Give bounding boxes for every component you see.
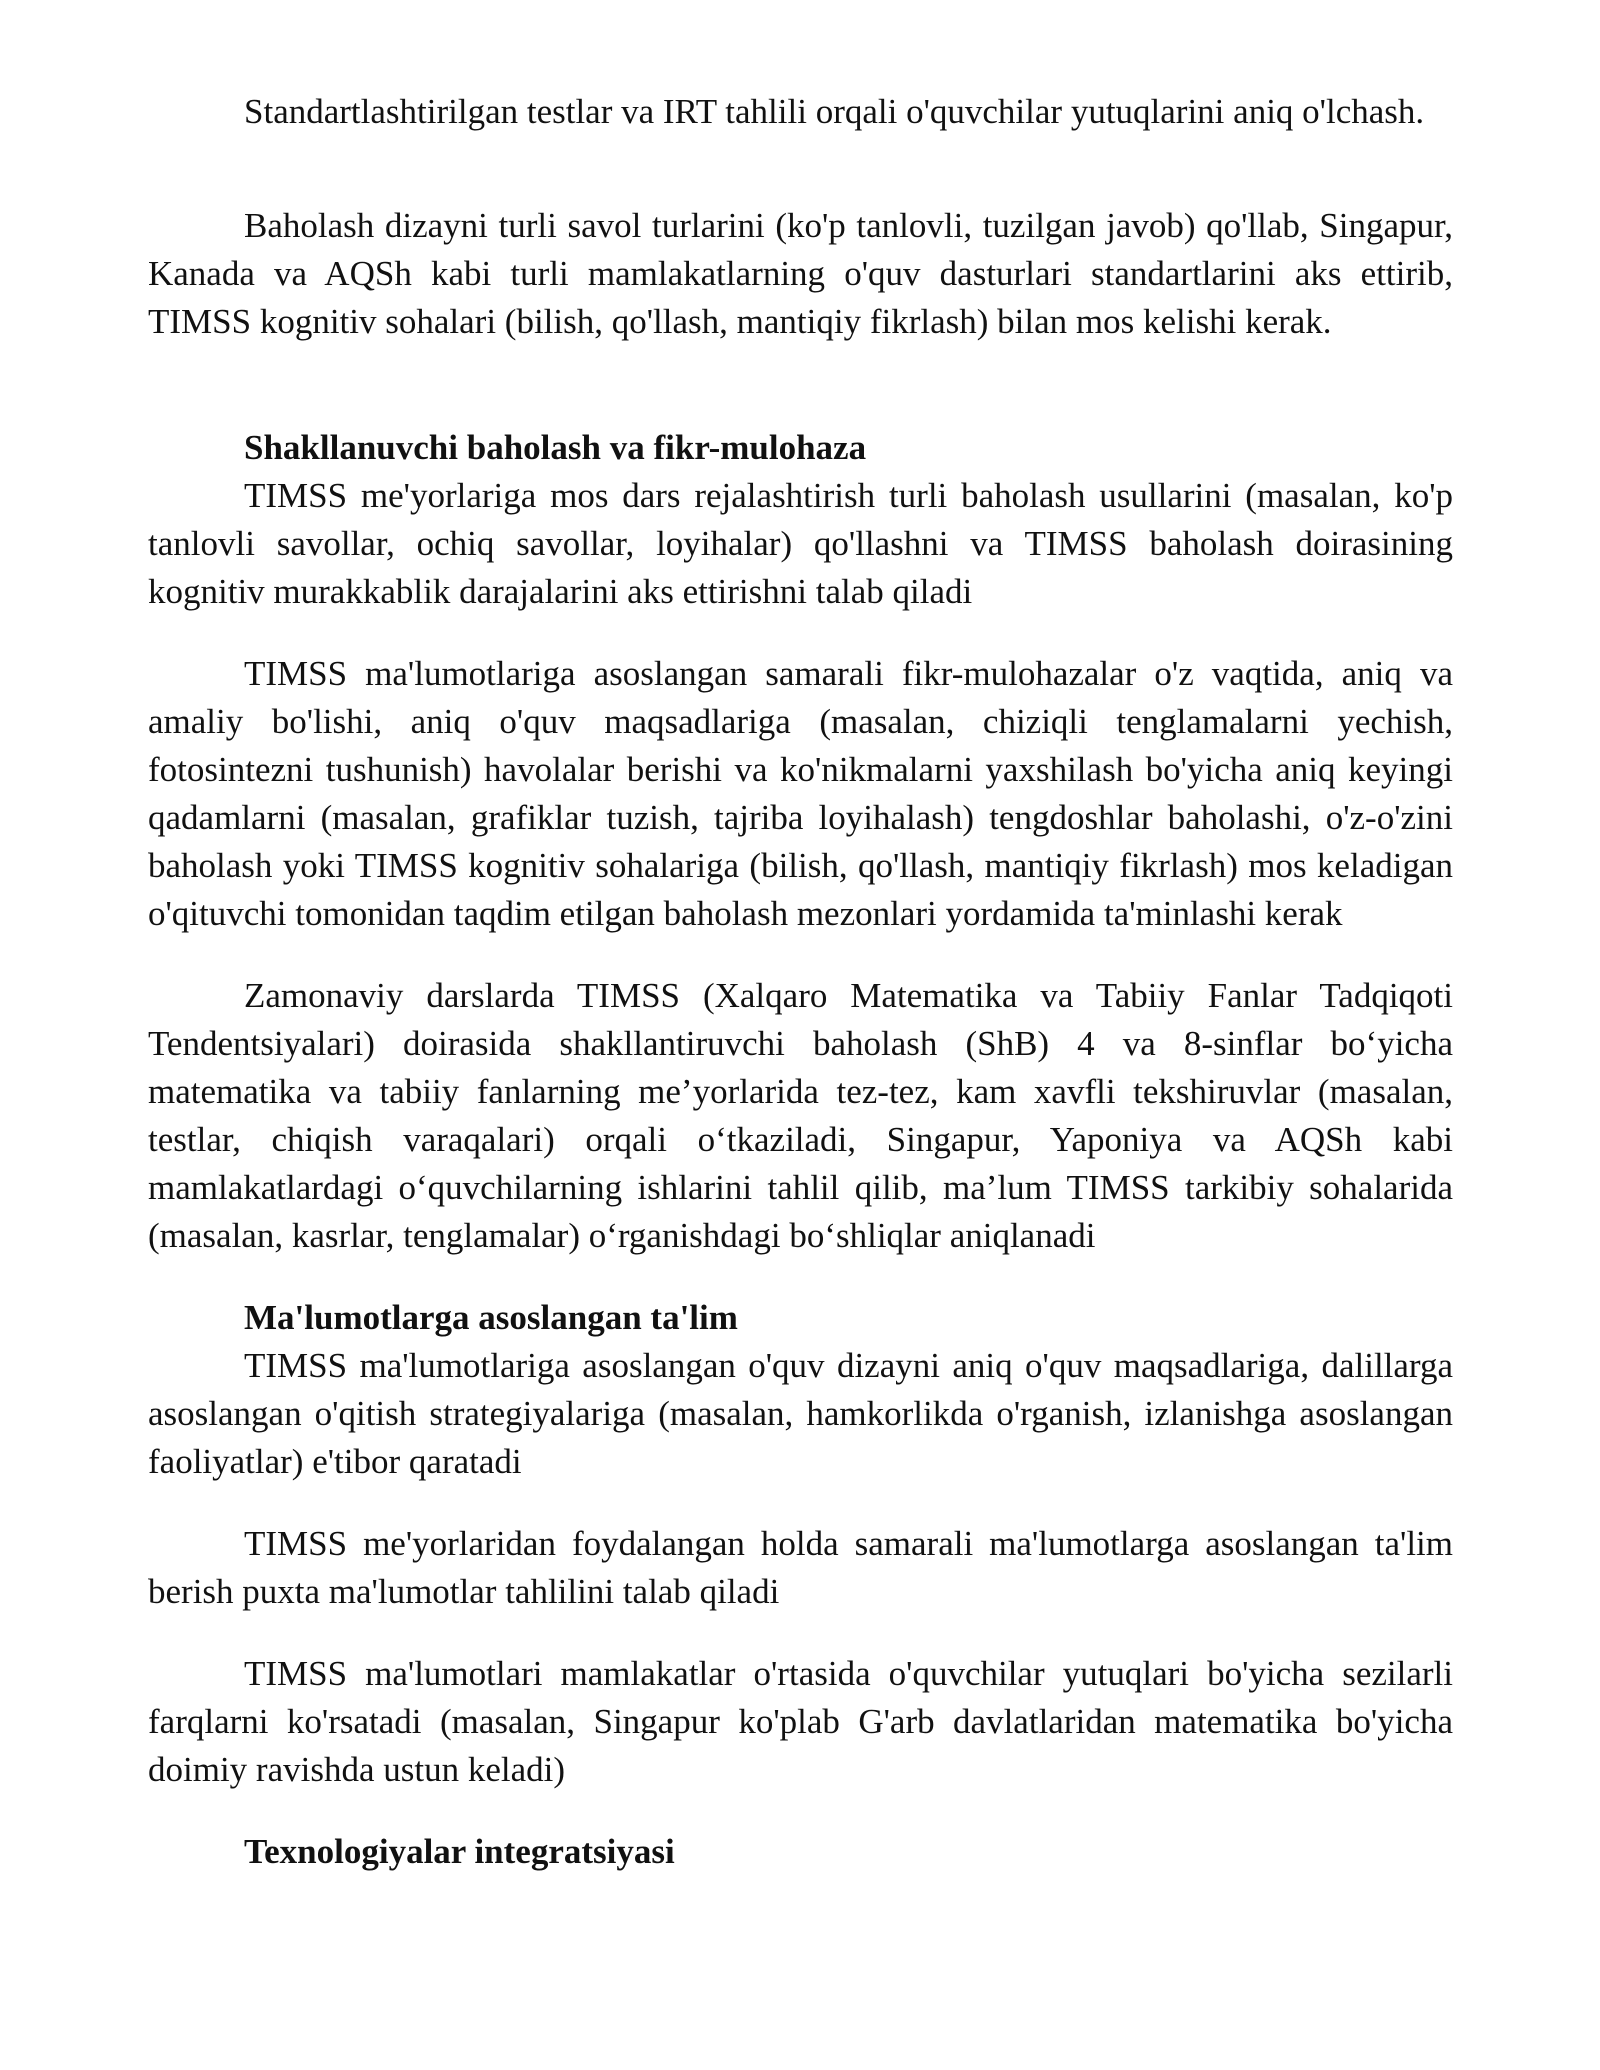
- spacer: [148, 136, 1453, 202]
- heading-data-driven-education: Ma'lumotlarga asoslangan ta'lim: [244, 1298, 738, 1337]
- paragraph-standardized-tests: Standartlashtirilgan testlar va IRT tahlili orqali o'quvchilar yutuqlarini aniq o'lchash.: [244, 92, 1425, 131]
- spacer: [148, 938, 1453, 972]
- spacer: [148, 616, 1453, 650]
- paragraph-lesson-planning: TIMSS me'yorlariga mos dars rejalashtirish turli baholash usullarini (masalan, ko'p tanlovli savollar, ochiq savollar, loyihalar) qo'llashni va TIMSS baholash doirasining kognitiv murakkablik darajalarini aks ettirishni talab qiladi: [148, 476, 1453, 611]
- spacer: [148, 1260, 1453, 1294]
- heading-formative-assessment: Shakllanuvchi baholash va fikr-mulohaza: [244, 428, 867, 467]
- spacer: [148, 346, 1453, 424]
- paragraph-data-analysis: TIMSS me'yorlaridan foydalangan holda samarali ma'lumotlarga asoslangan ta'lim berish puxta ma'lumotlar tahlilini talab qiladi: [148, 1524, 1453, 1611]
- spacer: [148, 1486, 1453, 1520]
- paragraph-modern-lessons: Zamonaviy darslarda TIMSS (Xalqaro Matematika va Tabiiy Fanlar Tadqiqoti Tendentsiyalari) doirasida shakllantiruvchi baholash (ShB) 4 va 8-sinflar bo‘yicha matematika va tabiiy fanlarning me’yorlarida tez-tez, kam xavfli tekshiruvlar (masalan, testlar, chiqish varaqalari) orqali o‘tkaziladi, Singapur, Yaponiya va AQSh kabi mamlakatlardagi o‘quvchilarning ishlarini tahlil qilib, ma’lum TIMSS tarkibiy sohalarida (masalan, kasrlar, tenglamalar) o‘rganishdagi bo‘shliqlar aniqlanadi: [148, 976, 1453, 1255]
- paragraph-effective-feedback: TIMSS ma'lumotlariga asoslangan samarali fikr-mulohazalar o'z vaqtida, aniq va amaliy bo'lishi, aniq o'quv maqsadlariga (masalan, chiziqli tenglamalarni yechish, fotosintezni tushunish) havolalar berishi va ko'nikmalarni yaxshilash bo'yicha aniq keyingi qadamlarni (masalan, grafiklar tuzish, tajriba loyihalash) tengdoshlar baholashi, o'z-o'zini baholash yoki TIMSS kognitiv sohalariga (bilish, qo'llash, mantiqiy fikrlash) mos keladigan o'qituvchi tomonidan taqdim etilgan baholash mezonlari yordamida ta'minlashi kerak: [148, 654, 1453, 933]
- spacer: [148, 1794, 1453, 1828]
- paragraph-learning-design: TIMSS ma'lumotlariga asoslangan o'quv dizayni aniq o'quv maqsadlariga, dalillarga asoslangan o'qitish strategiyalariga (masalan, hamkorlikda o'rganish, izlanishga asoslangan faoliyatlar) e'tibor qaratadi: [148, 1346, 1453, 1481]
- heading-technology-integration: Texnologiyalar integratsiyasi: [244, 1832, 675, 1871]
- paragraph-assessment-design: Baholash dizayni turli savol turlarini (ko'p tanlovli, tuzilgan javob) qo'llab, Singapur, Kanada va AQSh kabi turli mamlakatlarning o'quv dasturlari standartlarini aks ettirib, TIMSS kognitiv sohalari (bilish, qo'llash, mantiqiy fikrlash) bilan mos kelishi kerak.: [148, 206, 1453, 341]
- spacer: [148, 1616, 1453, 1650]
- paragraph-country-differences: TIMSS ma'lumotlari mamlakatlar o'rtasida o'quvchilar yutuqlari bo'yicha sezilarli farqlarni ko'rsatadi (masalan, Singapur ko'plab G'arb davlatlaridan matematika bo'yicha doimiy ravishda ustun keladi): [148, 1654, 1453, 1789]
